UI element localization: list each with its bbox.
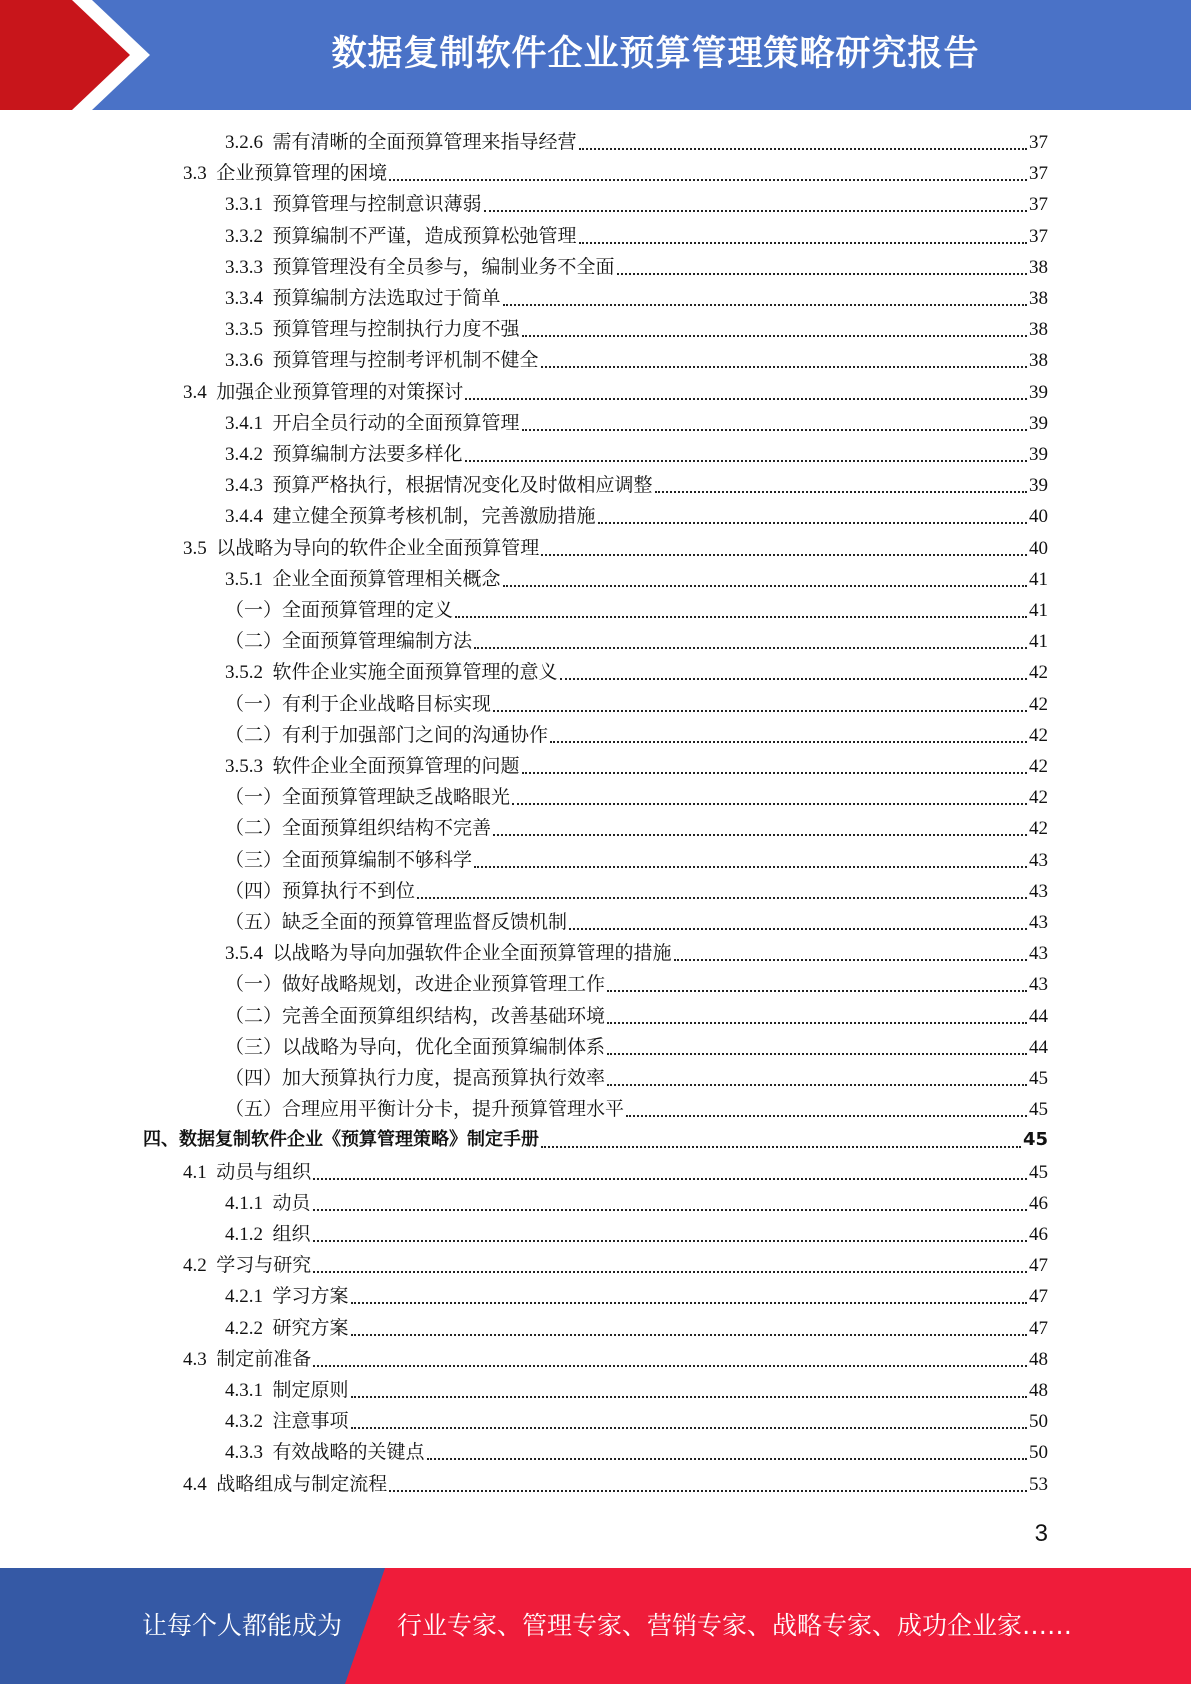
toc-entry[interactable] [225, 1437, 1048, 1468]
toc-entry-page: 43 [1029, 974, 1048, 996]
toc-entry-page: 38 [1029, 256, 1048, 278]
toc-entry-label: 3.5.4 以战略为导向加强软件企业全面预算管理的措施 [225, 943, 672, 965]
toc-entry-label: 3.3.2 预算编制不严谨，造成预算松弛管理 [225, 225, 577, 247]
toc-entry[interactable] [183, 1250, 1048, 1281]
toc-entry-label: 4.3.1 制定原则 [225, 1380, 349, 1401]
toc-entry-page: 41 [1029, 600, 1048, 621]
toc-entry-page: 53 [1029, 1473, 1048, 1495]
toc-entry-label: 3.4.4 建立健全预算考核机制，完善激励措施 [225, 506, 596, 528]
toc-entry-label: 4.3.3 有效战略的关键点 [225, 1442, 425, 1464]
toc-entry-page: 47 [1029, 1286, 1048, 1308]
toc-entry-label: 4.1.2 组织 [225, 1224, 311, 1245]
toc-entry-label: 3.4.1 开启全员行动的全面预算管理 [225, 412, 520, 434]
toc-entry[interactable] [143, 1125, 1048, 1156]
toc-entry-page: 39 [1029, 475, 1048, 497]
toc-entry[interactable] [225, 439, 1048, 470]
toc-entry-label: （二）有利于加强部门之间的沟通协作 [225, 724, 549, 746]
document-title: 数据复制软件企业预算管理策略研究报告 [331, 34, 980, 74]
toc-entry-page: 45 [1029, 1099, 1048, 1121]
toc-entry-label: （一）做好战略规划，改进企业预算管理工作 [225, 974, 606, 996]
toc-entry[interactable] [225, 907, 1048, 938]
toc-entry[interactable] [225, 720, 1048, 751]
header-arrow-icon [0, 0, 160, 110]
toc-leader-dots [474, 646, 1027, 649]
toc-entry-label: 3.5.1 企业全面预算管理相关概念 [225, 568, 501, 590]
toc-entry-label: 3.3.6 预算管理与控制考评机制不健全 [225, 350, 539, 372]
toc-entry-page: 39 [1029, 381, 1048, 403]
toc-entry-label: 3.2.6 需有清晰的全面预算管理来指导经营 [225, 132, 577, 153]
toc-entry-label: （三）全面预算编制不够科学 [225, 849, 473, 871]
toc-leader-dots [579, 241, 1027, 244]
toc-entry[interactable] [225, 1094, 1048, 1125]
toc-entry-page: 37 [1029, 194, 1048, 216]
toc-entry-page: 42 [1029, 756, 1048, 777]
toc-entry[interactable] [225, 1281, 1048, 1312]
toc-entry[interactable] [225, 876, 1048, 907]
toc-entry-page: 45 [1022, 1129, 1048, 1151]
toc-leader-dots [503, 303, 1027, 306]
toc-entry[interactable] [225, 1063, 1048, 1094]
toc-entry-label: （一）全面预算管理缺乏战略眼光 [225, 787, 511, 809]
toc-leader-dots [655, 490, 1027, 493]
toc-entry-label: 3.5 以战略为导向的软件企业全面预算管理 [183, 537, 540, 559]
toc-entry-page: 43 [1029, 943, 1048, 965]
toc-entry-label: 3.5.3 软件企业全面预算管理的问题 [225, 756, 520, 777]
toc-entry-page: 48 [1029, 1380, 1048, 1401]
toc-entry-page: 50 [1029, 1442, 1048, 1464]
toc-entry[interactable] [183, 377, 1048, 408]
toc-entry[interactable] [225, 127, 1048, 158]
toc-entry-page: 40 [1029, 506, 1048, 528]
toc-entry-label: 3.3.3 预算管理没有全员参与，编制业务不全面 [225, 256, 615, 278]
toc-entry-label: （五）缺乏全面的预算管理监督反馈机制 [225, 912, 568, 933]
toc-entry[interactable] [225, 626, 1048, 657]
toc-entry[interactable] [225, 314, 1048, 345]
toc-entry-page: 43 [1029, 849, 1048, 871]
toc-leader-dots [493, 833, 1027, 836]
toc-entry[interactable] [225, 408, 1048, 439]
toc-leader-dots [626, 1114, 1027, 1117]
toc-entry-label: 3.3.1 预算管理与控制意识薄弱 [225, 194, 482, 216]
toc-entry[interactable] [225, 283, 1048, 314]
toc-leader-dots [313, 1364, 1027, 1367]
toc-entry-label: 4.1.1 动员 [225, 1192, 311, 1214]
toc-entry-label: （四）预算执行不到位 [225, 880, 416, 902]
toc-entry-page: 45 [1029, 1068, 1048, 1089]
toc-leader-dots [313, 1239, 1027, 1242]
toc-entry-page: 43 [1029, 880, 1048, 902]
toc-entry[interactable] [183, 158, 1048, 189]
toc-leader-dots [579, 147, 1027, 150]
toc-leader-dots [560, 677, 1027, 680]
toc-leader-dots [351, 1426, 1027, 1429]
toc-leader-dots [512, 802, 1027, 805]
toc-leader-dots [465, 459, 1027, 462]
toc-entry[interactable] [225, 657, 1048, 688]
toc-entry[interactable] [225, 595, 1048, 626]
footer-band [0, 1568, 1191, 1684]
toc-entry-label: （四）加大预算执行力度，提高预算执行效率 [225, 1068, 606, 1089]
toc-leader-dots [465, 397, 1027, 400]
toc-entry-label: 4.3.2 注意事项 [225, 1411, 349, 1433]
toc-entry[interactable] [225, 189, 1048, 220]
toc-entry-page: 39 [1029, 444, 1048, 465]
toc-entry-page: 47 [1029, 1317, 1048, 1339]
toc-entry-page: 41 [1029, 631, 1048, 653]
toc-entry[interactable] [183, 1157, 1048, 1188]
toc-entry-page: 45 [1029, 1161, 1048, 1183]
toc-entry-page: 47 [1029, 1255, 1048, 1277]
toc-entry-label: 4.3 制定前准备 [183, 1348, 312, 1370]
toc-entry-label: 3.4.2 预算编制方法要多样化 [225, 444, 463, 465]
toc-leader-dots [607, 1052, 1027, 1055]
toc-leader-dots [541, 1145, 1021, 1148]
toc-entry-label: 4.2 学习与研究 [183, 1255, 312, 1277]
toc-entry-label: 四、数据复制软件企业《预算管理策略》制定手册 [143, 1129, 539, 1151]
toc-entry[interactable] [225, 1375, 1048, 1406]
toc-entry[interactable] [225, 501, 1048, 532]
toc-leader-dots [674, 958, 1027, 961]
toc-entry[interactable] [225, 1188, 1048, 1219]
toc-entry[interactable] [225, 689, 1048, 720]
toc-entry-label: （一）全面预算管理的定义 [225, 600, 454, 621]
toc-entry-label: 4.1 动员与组织 [183, 1161, 312, 1183]
toc-entry[interactable] [225, 1032, 1048, 1063]
toc-entry[interactable] [225, 1001, 1048, 1032]
header-band [0, 0, 1191, 110]
toc-entry[interactable] [225, 564, 1048, 595]
toc-entry[interactable] [183, 1344, 1048, 1375]
toc-leader-dots [351, 1333, 1027, 1336]
toc-entry-label: （三）以战略为导向，优化全面预算编制体系 [225, 1036, 606, 1058]
toc-leader-dots [389, 1489, 1027, 1492]
toc-entry[interactable] [225, 1313, 1048, 1344]
toc-entry-page: 42 [1029, 662, 1048, 684]
toc-entry[interactable] [225, 1219, 1048, 1250]
toc-leader-dots [417, 896, 1027, 899]
page-number: 3 [1034, 1520, 1048, 1547]
footer-slogan-right: 行业专家、管理专家、营销专家、战略专家、成功企业家…… [397, 1611, 1073, 1640]
toc-entry-page: 44 [1029, 1036, 1048, 1058]
toc-entry[interactable] [225, 345, 1048, 376]
toc-entry-page: 38 [1029, 288, 1048, 309]
toc-entry-label: 3.3.4 预算编制方法选取过于简单 [225, 288, 501, 309]
toc-entry-label: （一）有利于企业战略目标实现 [225, 693, 492, 715]
toc-entry-page: 37 [1029, 225, 1048, 247]
toc-leader-dots [389, 178, 1027, 181]
toc-leader-dots [550, 740, 1027, 743]
toc-entry-label: 4.2.2 研究方案 [225, 1317, 349, 1339]
toc-leader-dots [522, 428, 1027, 431]
toc-leader-dots [522, 771, 1027, 774]
toc-leader-dots [351, 1395, 1027, 1398]
toc-entry-page: 43 [1029, 912, 1048, 933]
toc-entry[interactable] [225, 782, 1048, 813]
toc-leader-dots [522, 334, 1027, 337]
toc-entry[interactable] [225, 751, 1048, 782]
toc-leader-dots [313, 1208, 1027, 1211]
toc-entry[interactable] [225, 845, 1048, 876]
toc-leader-dots [351, 1301, 1027, 1304]
toc-leader-dots [474, 865, 1027, 868]
toc-leader-dots [313, 1177, 1027, 1180]
toc-entry-label: （二）全面预算管理编制方法 [225, 631, 473, 653]
toc-leader-dots [503, 584, 1027, 587]
toc-entry-page: 42 [1029, 787, 1048, 809]
toc-entry-page: 41 [1029, 568, 1048, 590]
toc-entry-label: 3.3.5 预算管理与控制执行力度不强 [225, 319, 520, 341]
toc-entry[interactable] [225, 1406, 1048, 1437]
toc-entry[interactable] [183, 1469, 1048, 1500]
toc-entry-label: 3.3 企业预算管理的困境 [183, 163, 388, 185]
toc-entry-label: 3.4.3 预算严格执行，根据情况变化及时做相应调整 [225, 475, 653, 497]
toc-entry-label: （二）完善全面预算组织结构，改善基础环境 [225, 1005, 606, 1027]
toc-leader-dots [313, 1270, 1027, 1273]
toc-leader-dots [455, 615, 1027, 618]
toc-entry-page: 42 [1029, 818, 1048, 840]
toc-leader-dots [607, 989, 1027, 992]
toc-entry[interactable] [225, 221, 1048, 252]
toc-entry-label: （二）全面预算组织结构不完善 [225, 818, 492, 840]
toc-leader-dots [607, 1021, 1027, 1024]
toc-leader-dots [484, 209, 1027, 212]
toc-entry-page: 42 [1029, 724, 1048, 746]
toc-leader-dots [617, 272, 1027, 275]
toc-entry-page: 40 [1029, 537, 1048, 559]
toc-entry[interactable] [183, 533, 1048, 564]
toc-entry[interactable] [225, 252, 1048, 283]
toc-entry-label: 3.4 加强企业预算管理的对策探讨 [183, 381, 464, 403]
toc-entry[interactable] [225, 969, 1048, 1000]
toc-entry-page: 44 [1029, 1005, 1048, 1027]
toc-leader-dots [598, 521, 1027, 524]
toc-leader-dots [541, 553, 1027, 556]
footer-slogan-left: 让每个人都能成为 [142, 1611, 343, 1640]
toc-entry-page: 50 [1029, 1411, 1048, 1433]
toc-entry-page: 42 [1029, 693, 1048, 715]
toc-entry-label: 4.4 战略组成与制定流程 [183, 1473, 388, 1495]
toc-entry-page: 48 [1029, 1348, 1048, 1370]
toc-leader-dots [427, 1457, 1027, 1460]
toc-entry[interactable] [225, 813, 1048, 844]
toc-entry-label: 3.5.2 软件企业实施全面预算管理的意义 [225, 662, 558, 684]
toc-leader-dots [607, 1083, 1027, 1086]
toc-leader-dots [541, 365, 1027, 368]
toc-leader-dots [569, 927, 1027, 930]
toc-entry-page: 37 [1029, 132, 1048, 153]
toc-entry-page: 38 [1029, 350, 1048, 372]
toc-leader-dots [493, 709, 1027, 712]
toc-entry-page: 46 [1029, 1192, 1048, 1214]
toc-entry[interactable] [225, 938, 1048, 969]
toc-entry-label: 4.2.1 学习方案 [225, 1286, 349, 1308]
toc-entry-page: 37 [1029, 163, 1048, 185]
toc-entry[interactable] [225, 470, 1048, 501]
toc-entry-page: 38 [1029, 319, 1048, 341]
toc-entry-page: 46 [1029, 1224, 1048, 1245]
toc-entry-page: 39 [1029, 412, 1048, 434]
toc-entry-label: （五）合理应用平衡计分卡，提升预算管理水平 [225, 1099, 625, 1121]
